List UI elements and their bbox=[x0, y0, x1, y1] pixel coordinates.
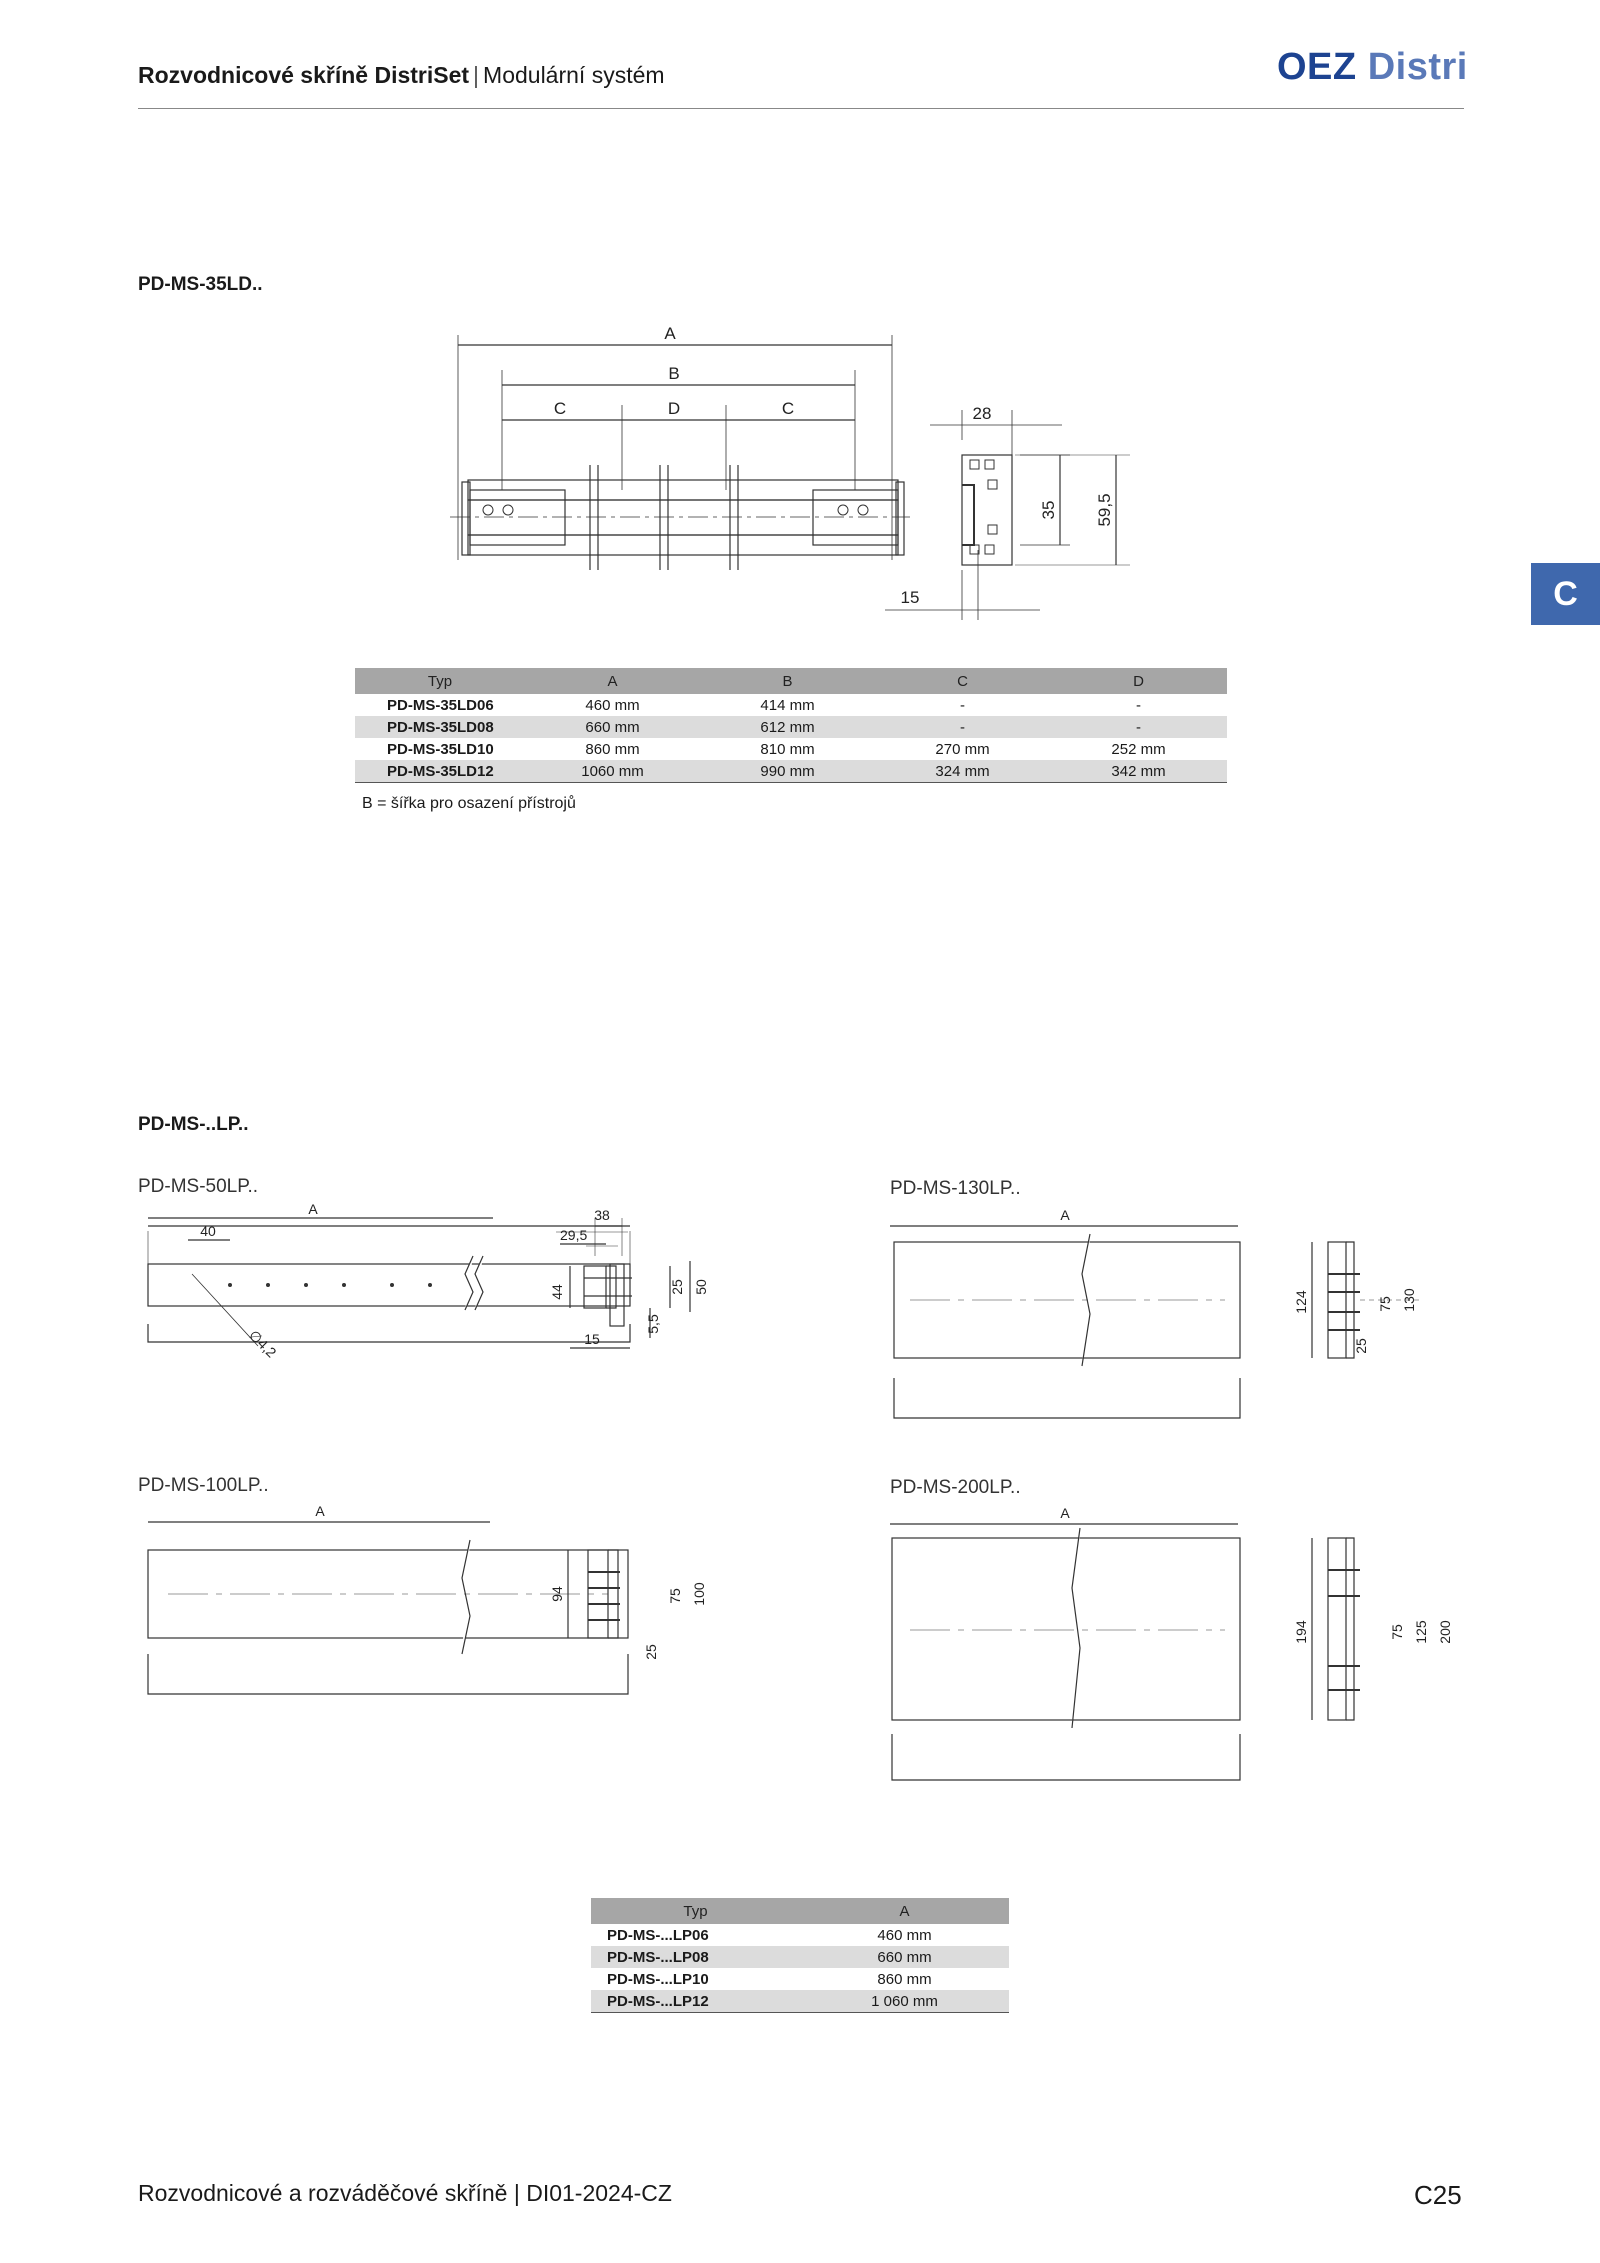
dim-29-5: 29,5 bbox=[560, 1227, 588, 1243]
table-header-row bbox=[355, 668, 1227, 694]
dim-c-right: C bbox=[781, 399, 795, 418]
table-row: PD-MS-35LD12 1060 mm 990 mm 324 mm 342 mm bbox=[355, 760, 1227, 783]
dim-50: 50 bbox=[693, 1279, 709, 1295]
section-title-lp: PD-MS-..LP.. bbox=[138, 1114, 249, 1135]
figure-label-50lp: PD-MS-50LP.. bbox=[138, 1176, 259, 1197]
table-row: PD-MS-...LP12 1 060 mm bbox=[591, 1990, 1009, 2013]
dim-35: 35 bbox=[1039, 500, 1058, 520]
dim-25: 25 bbox=[643, 1644, 659, 1660]
table-note: B = šířka pro osazení přístrojů bbox=[362, 795, 576, 812]
section-title-35ld: PD-MS-35LD.. bbox=[138, 274, 263, 295]
figure-label-130lp: PD-MS-130LP.. bbox=[890, 1178, 1021, 1199]
dim-c-left: C bbox=[553, 399, 567, 418]
table-row: PD-MS-...LP10 860 mm bbox=[607, 1970, 932, 1988]
table-row: PD-MS-35LD08 660 mm 612 mm - - bbox=[355, 716, 1227, 738]
col-c: C bbox=[875, 668, 1050, 694]
drawing-100lp bbox=[138, 1494, 738, 1714]
dim-59-5: 59,5 bbox=[1095, 493, 1114, 527]
dim-a: A bbox=[1060, 1207, 1070, 1223]
table-35ld bbox=[355, 668, 1227, 783]
header-title-bold: Rozvodnicové skříně DistriSet bbox=[138, 62, 470, 88]
table-row: PD-MS-35LD06 460 mm 414 mm - - bbox=[387, 696, 1141, 714]
col-a: A bbox=[800, 1898, 1009, 1924]
drawing-200lp bbox=[880, 1496, 1480, 1796]
dim-200: 200 bbox=[1437, 1620, 1453, 1644]
dim-125: 125 bbox=[1413, 1620, 1429, 1644]
page-number: C25 bbox=[1414, 2180, 1462, 2210]
table-row: PD-MS-...LP06 460 mm bbox=[607, 1926, 932, 1944]
dim-38: 38 bbox=[594, 1207, 610, 1223]
chapter-tab[interactable]: C bbox=[1531, 563, 1600, 625]
table-header-row bbox=[591, 1898, 1009, 1924]
table-row: PD-MS-35LD10 860 mm 810 mm 270 mm 252 mm bbox=[387, 740, 1166, 758]
dim-d: D bbox=[667, 399, 681, 418]
dim-130: 130 bbox=[1401, 1288, 1417, 1312]
dim-15: 15 bbox=[900, 588, 920, 607]
dim-75: 75 bbox=[1389, 1624, 1405, 1640]
col-typ: Typ bbox=[591, 1898, 800, 1924]
dim-dia-4-2: ∅4,2 bbox=[245, 1326, 280, 1361]
dim-40: 40 bbox=[200, 1223, 216, 1239]
col-b: B bbox=[700, 668, 875, 694]
drawing-50lp-section bbox=[540, 1196, 730, 1356]
dim-75: 75 bbox=[667, 1588, 683, 1604]
dim-25: 25 bbox=[1353, 1338, 1369, 1354]
figure-label-100lp: PD-MS-100LP.. bbox=[138, 1475, 269, 1496]
col-a: A bbox=[525, 668, 700, 694]
oez-distri-logo: OEZ Distri bbox=[1277, 46, 1468, 88]
dim-75: 75 bbox=[1377, 1296, 1393, 1312]
drawing-130lp bbox=[880, 1196, 1480, 1436]
dim-5-5: 5,5 bbox=[645, 1314, 661, 1334]
dim-a: A bbox=[664, 324, 676, 343]
footer-text: Rozvodnicové a rozváděčové skříně | DI01-2024-CZ bbox=[138, 2180, 672, 2206]
table-row: PD-MS-...LP08 660 mm bbox=[591, 1946, 1009, 1968]
drawing-35ld bbox=[440, 320, 1140, 630]
col-d: D bbox=[1050, 668, 1227, 694]
figure-label-200lp: PD-MS-200LP.. bbox=[890, 1477, 1021, 1498]
dim-a: A bbox=[1060, 1505, 1070, 1521]
dim-b: B bbox=[668, 364, 680, 383]
dim-15: 15 bbox=[584, 1331, 600, 1347]
dim-124: 124 bbox=[1293, 1290, 1309, 1314]
dim-100: 100 bbox=[691, 1582, 707, 1606]
header-title-rest: Modulární systém bbox=[483, 62, 665, 88]
table-lp bbox=[591, 1898, 1009, 2013]
dim-44: 44 bbox=[549, 1284, 565, 1300]
dim-94: 94 bbox=[549, 1586, 565, 1602]
dim-194: 194 bbox=[1293, 1620, 1309, 1644]
dim-a: A bbox=[308, 1201, 318, 1217]
dim-25: 25 bbox=[669, 1279, 685, 1295]
header-title: Rozvodnicové skříně DistriSet | Modulární systém bbox=[138, 62, 665, 88]
header-divider bbox=[138, 108, 1464, 109]
dim-a: A bbox=[315, 1503, 325, 1519]
dim-28: 28 bbox=[972, 404, 992, 423]
col-typ: Typ bbox=[355, 668, 525, 694]
